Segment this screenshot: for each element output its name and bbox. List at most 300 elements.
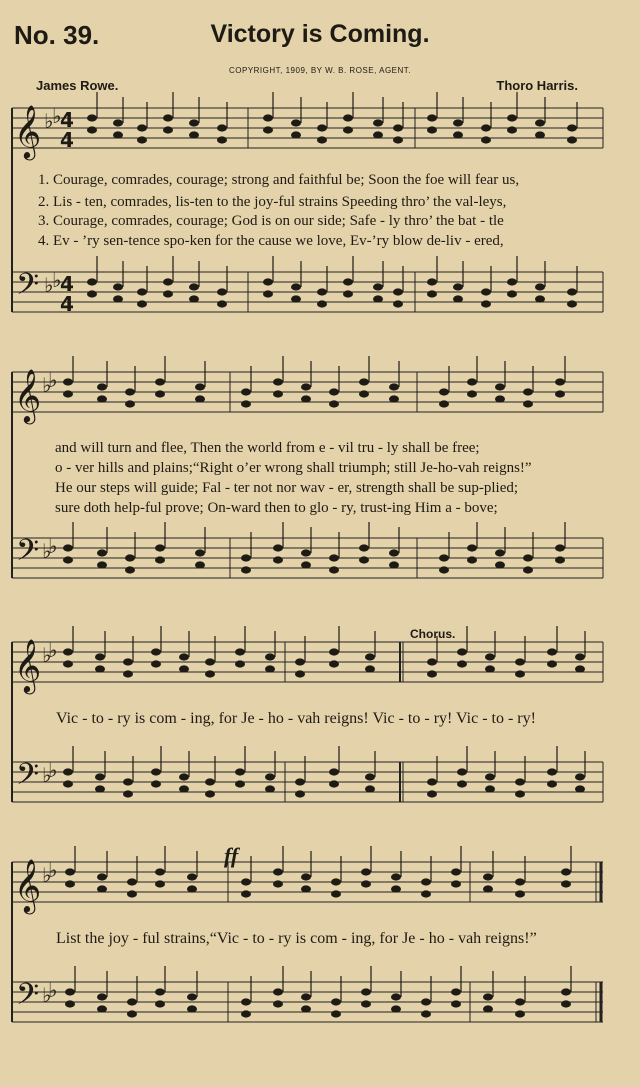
note-head: [123, 670, 133, 677]
note-head: [127, 998, 137, 1005]
note-head: [373, 119, 383, 126]
note-head: [97, 885, 107, 892]
treble-clef-icon: 𝄞: [14, 104, 42, 158]
note-head: [63, 556, 73, 563]
note-head: [389, 549, 399, 556]
note-head: [515, 998, 525, 1005]
note-head: [485, 665, 495, 672]
treble-clef-icon: 𝄞: [14, 368, 42, 422]
note-head: [567, 136, 577, 143]
verse-2-line-2: o - ver hills and plains;“Right o’er wrong shall triumph; still Je-ho-vah reigns!”: [55, 460, 532, 476]
note-head: [359, 556, 369, 563]
time-signature: 4: [60, 272, 74, 296]
time-signature: 4: [60, 128, 74, 152]
flat-icon: ♭: [48, 758, 58, 782]
flat-icon: ♭: [48, 638, 58, 662]
note-head: [453, 131, 463, 138]
verse-1-line-2: and will turn and flee, Then the world from e - vil tru - ly shall be free;: [55, 440, 480, 456]
bass-clef-icon: 𝄢: [16, 758, 40, 799]
note-head: [63, 378, 73, 385]
hymn-number: No. 39.: [14, 20, 100, 50]
note-head: [87, 126, 97, 133]
note-head: [359, 378, 369, 385]
note-head: [127, 878, 137, 885]
note-head: [137, 288, 147, 295]
note-head: [123, 790, 133, 797]
note-head: [393, 300, 403, 307]
note-head: [523, 400, 533, 407]
note-head: [451, 880, 461, 887]
note-head: [439, 566, 449, 573]
note-head: [421, 890, 431, 897]
note-head: [113, 131, 123, 138]
note-head: [329, 768, 339, 775]
note-head: [457, 780, 467, 787]
note-head: [453, 283, 463, 290]
note-head: [97, 873, 107, 880]
note-head: [483, 885, 493, 892]
note-head: [485, 653, 495, 660]
note-head: [457, 648, 467, 655]
note-head: [515, 658, 525, 665]
note-head: [273, 868, 283, 875]
note-head: [329, 566, 339, 573]
note-head: [295, 778, 305, 785]
note-head: [235, 768, 245, 775]
verse-3-line-2: He our steps will guide; Fal - ter not nor wav - er, strength shall be sup-plied;: [55, 480, 519, 496]
note-head: [317, 300, 327, 307]
chorus-lyrics-1: Vic - to - ry is com - ing, for Je - ho - vah reigns! Vic - to - ry! Vic - to - ry!: [56, 710, 536, 727]
note-head: [555, 378, 565, 385]
note-head: [483, 993, 493, 1000]
note-head: [137, 300, 147, 307]
note-head: [189, 295, 199, 302]
verse-4-line-1: 4. Ev - ’ry sen-tence spo-ken for the cause we love, Ev-’ry blow de-liv - ered,: [38, 233, 504, 249]
note-head: [535, 119, 545, 126]
flat-icon: ♭: [52, 268, 62, 292]
note-head: [295, 658, 305, 665]
note-head: [87, 278, 97, 285]
note-head: [427, 126, 437, 133]
note-head: [163, 114, 173, 121]
note-head: [97, 993, 107, 1000]
note-head: [265, 785, 275, 792]
note-head: [235, 660, 245, 667]
note-head: [365, 773, 375, 780]
note-head: [187, 993, 197, 1000]
note-head: [263, 126, 273, 133]
note-head: [125, 566, 135, 573]
note-head: [427, 278, 437, 285]
note-head: [155, 868, 165, 875]
note-head: [343, 126, 353, 133]
note-head: [507, 290, 517, 297]
note-head: [427, 290, 437, 297]
note-head: [155, 390, 165, 397]
note-head: [365, 653, 375, 660]
note-head: [515, 790, 525, 797]
note-head: [453, 119, 463, 126]
verse-3-line-1: 3. Courage, comrades, courage; God is on our side; Safe - ly thro’ the bat - tle: [38, 213, 504, 229]
note-head: [63, 544, 73, 551]
note-head: [241, 554, 251, 561]
note-head: [87, 114, 97, 121]
note-head: [205, 778, 215, 785]
note-head: [343, 278, 353, 285]
note-head: [485, 773, 495, 780]
note-head: [95, 653, 105, 660]
note-head: [217, 300, 227, 307]
note-head: [485, 785, 495, 792]
note-head: [241, 890, 251, 897]
note-head: [179, 665, 189, 672]
note-head: [241, 1010, 251, 1017]
note-head: [421, 1010, 431, 1017]
note-head: [87, 290, 97, 297]
note-head: [331, 998, 341, 1005]
note-head: [561, 988, 571, 995]
bass-clef-icon: 𝄢: [16, 978, 40, 1019]
note-head: [273, 544, 283, 551]
note-head: [187, 1005, 197, 1012]
note-head: [467, 544, 477, 551]
note-head: [329, 780, 339, 787]
note-head: [113, 283, 123, 290]
note-head: [235, 780, 245, 787]
flat-icon: ♭: [42, 539, 52, 563]
system4-bass-staff: [12, 982, 603, 1022]
note-head: [195, 549, 205, 556]
note-head: [391, 885, 401, 892]
note-head: [63, 648, 73, 655]
note-head: [301, 395, 311, 402]
note-head: [95, 773, 105, 780]
flat-icon: ♭: [48, 978, 58, 1002]
note-head: [561, 880, 571, 887]
note-head: [361, 1000, 371, 1007]
note-head: [265, 773, 275, 780]
note-head: [273, 1000, 283, 1007]
note-head: [217, 124, 227, 131]
note-head: [63, 780, 73, 787]
note-head: [451, 868, 461, 875]
note-head: [273, 378, 283, 385]
note-head: [561, 868, 571, 875]
flat-icon: ♭: [42, 643, 52, 667]
note-head: [329, 388, 339, 395]
note-head: [361, 988, 371, 995]
note-head: [515, 778, 525, 785]
note-head: [137, 124, 147, 131]
note-head: [263, 114, 273, 121]
note-head: [295, 670, 305, 677]
note-heads: [63, 92, 585, 1018]
note-head: [65, 1000, 75, 1007]
dynamic-marking: ff: [224, 843, 239, 868]
note-head: [97, 383, 107, 390]
note-head: [561, 1000, 571, 1007]
note-head: [65, 880, 75, 887]
note-head: [301, 885, 311, 892]
flat-icon: ♭: [44, 109, 54, 133]
note-head: [329, 554, 339, 561]
note-head: [373, 283, 383, 290]
note-head: [547, 660, 557, 667]
note-head: [393, 136, 403, 143]
note-head: [127, 890, 137, 897]
note-head: [439, 388, 449, 395]
note-head: [155, 988, 165, 995]
note-head: [155, 880, 165, 887]
note-head: [123, 658, 133, 665]
note-head: [291, 283, 301, 290]
note-head: [179, 773, 189, 780]
note-head: [301, 993, 311, 1000]
note-head: [263, 290, 273, 297]
note-head: [331, 878, 341, 885]
note-head: [427, 670, 437, 677]
treble-clef-icon: 𝄞: [14, 858, 42, 912]
note-head: [241, 388, 251, 395]
note-head: [329, 660, 339, 667]
note-head: [421, 878, 431, 885]
note-head: [217, 136, 227, 143]
note-head: [393, 124, 403, 131]
flat-icon: ♭: [48, 368, 58, 392]
note-head: [365, 785, 375, 792]
note-head: [523, 388, 533, 395]
note-head: [301, 561, 311, 568]
note-head: [507, 126, 517, 133]
note-head: [547, 780, 557, 787]
note-head: [95, 785, 105, 792]
note-head: [439, 554, 449, 561]
note-head: [361, 868, 371, 875]
note-head: [495, 549, 505, 556]
note-head: [515, 890, 525, 897]
composer-credit: Thoro Harris.: [496, 78, 578, 93]
note-head: [179, 785, 189, 792]
note-head: [317, 288, 327, 295]
note-head: [391, 993, 401, 1000]
flat-icon: ♭: [42, 763, 52, 787]
note-head: [123, 778, 133, 785]
note-head: [301, 873, 311, 880]
note-head: [515, 1010, 525, 1017]
note-head: [457, 660, 467, 667]
note-head: [125, 388, 135, 395]
note-head: [151, 648, 161, 655]
note-head: [241, 998, 251, 1005]
note-head: [263, 278, 273, 285]
time-signature: 4: [60, 108, 74, 132]
note-head: [359, 390, 369, 397]
note-head: [343, 290, 353, 297]
note-head: [189, 131, 199, 138]
note-head: [555, 544, 565, 551]
note-head: [151, 660, 161, 667]
note-head: [555, 556, 565, 563]
note-head: [575, 653, 585, 660]
note-head: [439, 400, 449, 407]
note-head: [265, 653, 275, 660]
note-head: [301, 549, 311, 556]
note-head: [359, 544, 369, 551]
time-signature: 4: [60, 292, 74, 316]
note-head: [467, 378, 477, 385]
note-head: [535, 295, 545, 302]
note-head: [523, 554, 533, 561]
note-head: [241, 878, 251, 885]
treble-clef-icon: 𝄞: [14, 638, 42, 692]
note-head: [329, 648, 339, 655]
note-head: [575, 665, 585, 672]
note-head: [451, 1000, 461, 1007]
note-head: [329, 400, 339, 407]
note-head: [373, 295, 383, 302]
note-head: [507, 114, 517, 121]
note-head: [273, 390, 283, 397]
note-head: [241, 566, 251, 573]
note-head: [155, 544, 165, 551]
flat-icon: ♭: [44, 273, 54, 297]
note-head: [241, 400, 251, 407]
note-head: [151, 780, 161, 787]
note-head: [575, 773, 585, 780]
note-head: [535, 131, 545, 138]
note-head: [481, 300, 491, 307]
note-head: [155, 378, 165, 385]
note-head: [195, 383, 205, 390]
note-head: [483, 873, 493, 880]
note-head: [365, 665, 375, 672]
note-head: [495, 383, 505, 390]
flat-icon: ♭: [42, 983, 52, 1007]
note-head: [113, 119, 123, 126]
note-head: [217, 288, 227, 295]
note-head: [317, 136, 327, 143]
note-head: [195, 395, 205, 402]
note-head: [163, 290, 173, 297]
note-head: [547, 648, 557, 655]
note-head: [65, 868, 75, 875]
note-head: [155, 1000, 165, 1007]
note-head: [189, 119, 199, 126]
note-head: [63, 768, 73, 775]
note-head: [389, 395, 399, 402]
note-head: [95, 665, 105, 672]
note-head: [187, 885, 197, 892]
flat-icon: ♭: [42, 373, 52, 397]
note-head: [317, 124, 327, 131]
note-head: [567, 288, 577, 295]
note-head: [63, 390, 73, 397]
bass-clef-icon: 𝄢: [16, 534, 40, 575]
note-head: [301, 383, 311, 390]
note-head: [567, 124, 577, 131]
note-head: [481, 136, 491, 143]
flat-icon: ♭: [52, 104, 62, 128]
copyright-notice: COPYRIGHT, 1909, BY W. B. ROSE, AGENT.: [228, 66, 411, 75]
note-head: [235, 648, 245, 655]
note-head: [391, 873, 401, 880]
note-head: [205, 670, 215, 677]
system3-bass-staff: [12, 762, 603, 802]
note-head: [391, 1005, 401, 1012]
note-head: [113, 295, 123, 302]
note-head: [535, 283, 545, 290]
flat-icon: ♭: [48, 858, 58, 882]
flat-icon: ♭: [48, 534, 58, 558]
note-head: [427, 790, 437, 797]
note-head: [155, 556, 165, 563]
note-head: [125, 554, 135, 561]
bass-clef-icon: 𝄢: [16, 268, 40, 309]
chorus-lyrics-2: List the joy - ful strains,“Vic - to - ry is com - ing, for Je - ho - vah reigns!”: [56, 930, 537, 947]
note-head: [481, 288, 491, 295]
note-head: [427, 778, 437, 785]
verse-1-line-1: 1. Courage, comrades, courage; strong and faithful be; Soon the foe will fear us,: [38, 172, 520, 188]
note-head: [523, 566, 533, 573]
note-head: [567, 300, 577, 307]
note-head: [163, 278, 173, 285]
note-head: [291, 295, 301, 302]
note-head: [65, 988, 75, 995]
note-head: [63, 660, 73, 667]
note-head: [205, 790, 215, 797]
note-head: [205, 658, 215, 665]
note-head: [457, 768, 467, 775]
note-head: [515, 878, 525, 885]
note-head: [495, 561, 505, 568]
verse-2-line-1: 2. Lis - ten, comrades, lis-ten to the joy-ful strains Speeding thro’ the val-leys,: [38, 194, 507, 210]
note-head: [547, 768, 557, 775]
note-head: [575, 785, 585, 792]
flat-icon: ♭: [42, 863, 52, 887]
note-head: [97, 549, 107, 556]
note-head: [389, 561, 399, 568]
note-head: [483, 1005, 493, 1012]
note-head: [453, 295, 463, 302]
note-head: [427, 658, 437, 665]
note-head: [151, 768, 161, 775]
note-head: [273, 988, 283, 995]
note-head: [187, 873, 197, 880]
note-head: [343, 114, 353, 121]
note-head: [555, 390, 565, 397]
note-head: [515, 670, 525, 677]
note-head: [295, 790, 305, 797]
note-head: [393, 288, 403, 295]
lyricist-credit: James Rowe.: [36, 78, 119, 93]
note-head: [451, 988, 461, 995]
verse-4-line-2: sure doth help-ful prove; On-ward then to glo - ry, trust-ing Him a - bove;: [55, 500, 498, 516]
note-head: [125, 400, 135, 407]
note-head: [179, 653, 189, 660]
note-head: [137, 136, 147, 143]
system2-bass-staff: [12, 538, 603, 578]
note-head: [195, 561, 205, 568]
note-head: [291, 131, 301, 138]
note-head: [481, 124, 491, 131]
note-head: [467, 556, 477, 563]
note-head: [127, 1010, 137, 1017]
note-head: [467, 390, 477, 397]
note-head: [273, 880, 283, 887]
note-head: [265, 665, 275, 672]
hymn-title: Victory is Coming.: [210, 20, 430, 48]
note-head: [331, 1010, 341, 1017]
